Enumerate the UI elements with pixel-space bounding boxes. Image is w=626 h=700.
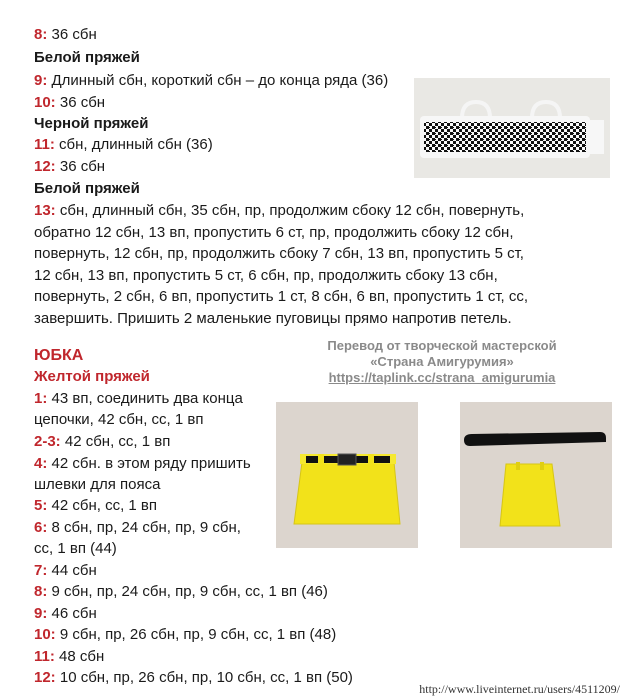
- skirt-row: 6: 8 сбн, пр, 24 сбн, пр, 9 сбн,: [34, 519, 241, 536]
- skirt-row: 12: 10 сбн, пр, 26 сбн, пр, 10 сбн, сс, 1 вп (50): [34, 669, 353, 686]
- skirt-row: 9: 46 сбн: [34, 605, 97, 622]
- row-8: 8: 36 сбн: [34, 26, 97, 43]
- skirt-with-belt-photo: [276, 402, 418, 548]
- belt-and-skirt-photo: [460, 402, 612, 548]
- strap-photo: [414, 78, 610, 178]
- strap-image: [414, 78, 610, 178]
- skirt-row: 1: 43 вп, соединить два конца: [34, 390, 243, 407]
- source-url[interactable]: http://www.liveinternet.ru/users/4511209/: [419, 682, 620, 696]
- row-9: 9: Длинный сбн, короткий сбн – до конца ряда (36): [34, 72, 389, 89]
- skirt-row: 10: 9 сбн, пр, 26 сбн, пр, 9 сбн, сс, 1 вп (48): [34, 626, 337, 643]
- skirt-row: 5: 42 сбн, сс, 1 вп: [34, 497, 158, 514]
- belt-skirt-image: [460, 402, 612, 548]
- skirt-row: 4: 42 сбн. в этом ряду пришить: [34, 455, 251, 472]
- skirt-row: шлевки для пояса: [34, 476, 161, 493]
- skirt-row: 11: 48 сбн: [34, 648, 105, 665]
- watermark-link[interactable]: https://taplink.cc/strana_amigurumia: [328, 370, 556, 385]
- skirt-row: цепочки, 42 сбн, сс, 1 вп: [34, 411, 204, 428]
- translation-watermark: [318, 338, 566, 386]
- watermark-line: Перевод от творческой мастерской: [327, 338, 557, 353]
- row-13-line: повернуть, 12 сбн, пр, продолжить сбоку 7 сбн, 13 вп, пропустить 5 ст,: [34, 245, 524, 262]
- watermark-line: «Страна Амигурумия»: [370, 354, 514, 369]
- color-black-heading: Черной пряжей: [34, 115, 149, 132]
- row-13-line: завершить. Пришить 2 маленькие пуговицы прямо напротив петель.: [34, 310, 512, 327]
- row-13-line: 13: сбн, длинный сбн, 35 сбн, пр, продолжим сбоку 12 сбн, повернуть,: [34, 202, 525, 219]
- row-13-line: обратно 12 сбн, 13 вп, пропустить 6 ст, пр, продолжить сбоку 12 сбн,: [34, 224, 514, 241]
- color-white-heading: Белой пряжей: [34, 49, 140, 66]
- skirt-row: 8: 9 сбн, пр, 24 сбн, пр, 9 сбн, сс, 1 вп (46): [34, 583, 328, 600]
- skirt-title: ЮБКА: [34, 347, 84, 364]
- row-11: 11: сбн, длинный сбн (36): [34, 136, 213, 153]
- skirt-row: 7: 44 сбн: [34, 562, 97, 579]
- skirt-color-heading: Желтой пряжей: [34, 368, 150, 385]
- skirt-row: сс, 1 вп (44): [34, 540, 117, 557]
- color-white-heading-2: Белой пряжей: [34, 180, 140, 197]
- row-13-line: повернуть, 2 сбн, 6 вп, пропустить 1 ст, 8 сбн, 6 вп, пропустить 1 ст, сс,: [34, 288, 529, 305]
- skirt-image: [276, 402, 418, 548]
- row-12: 12: 36 сбн: [34, 158, 106, 175]
- skirt-row: 2-3: 42 сбн, сс, 1 вп: [34, 433, 171, 450]
- row-13-line: 12 сбн, 13 вп, пропустить 5 ст, 6 сбн, пр, продолжить сбоку 13 сбн,: [34, 267, 498, 284]
- row-10: 10: 36 сбн: [34, 94, 106, 111]
